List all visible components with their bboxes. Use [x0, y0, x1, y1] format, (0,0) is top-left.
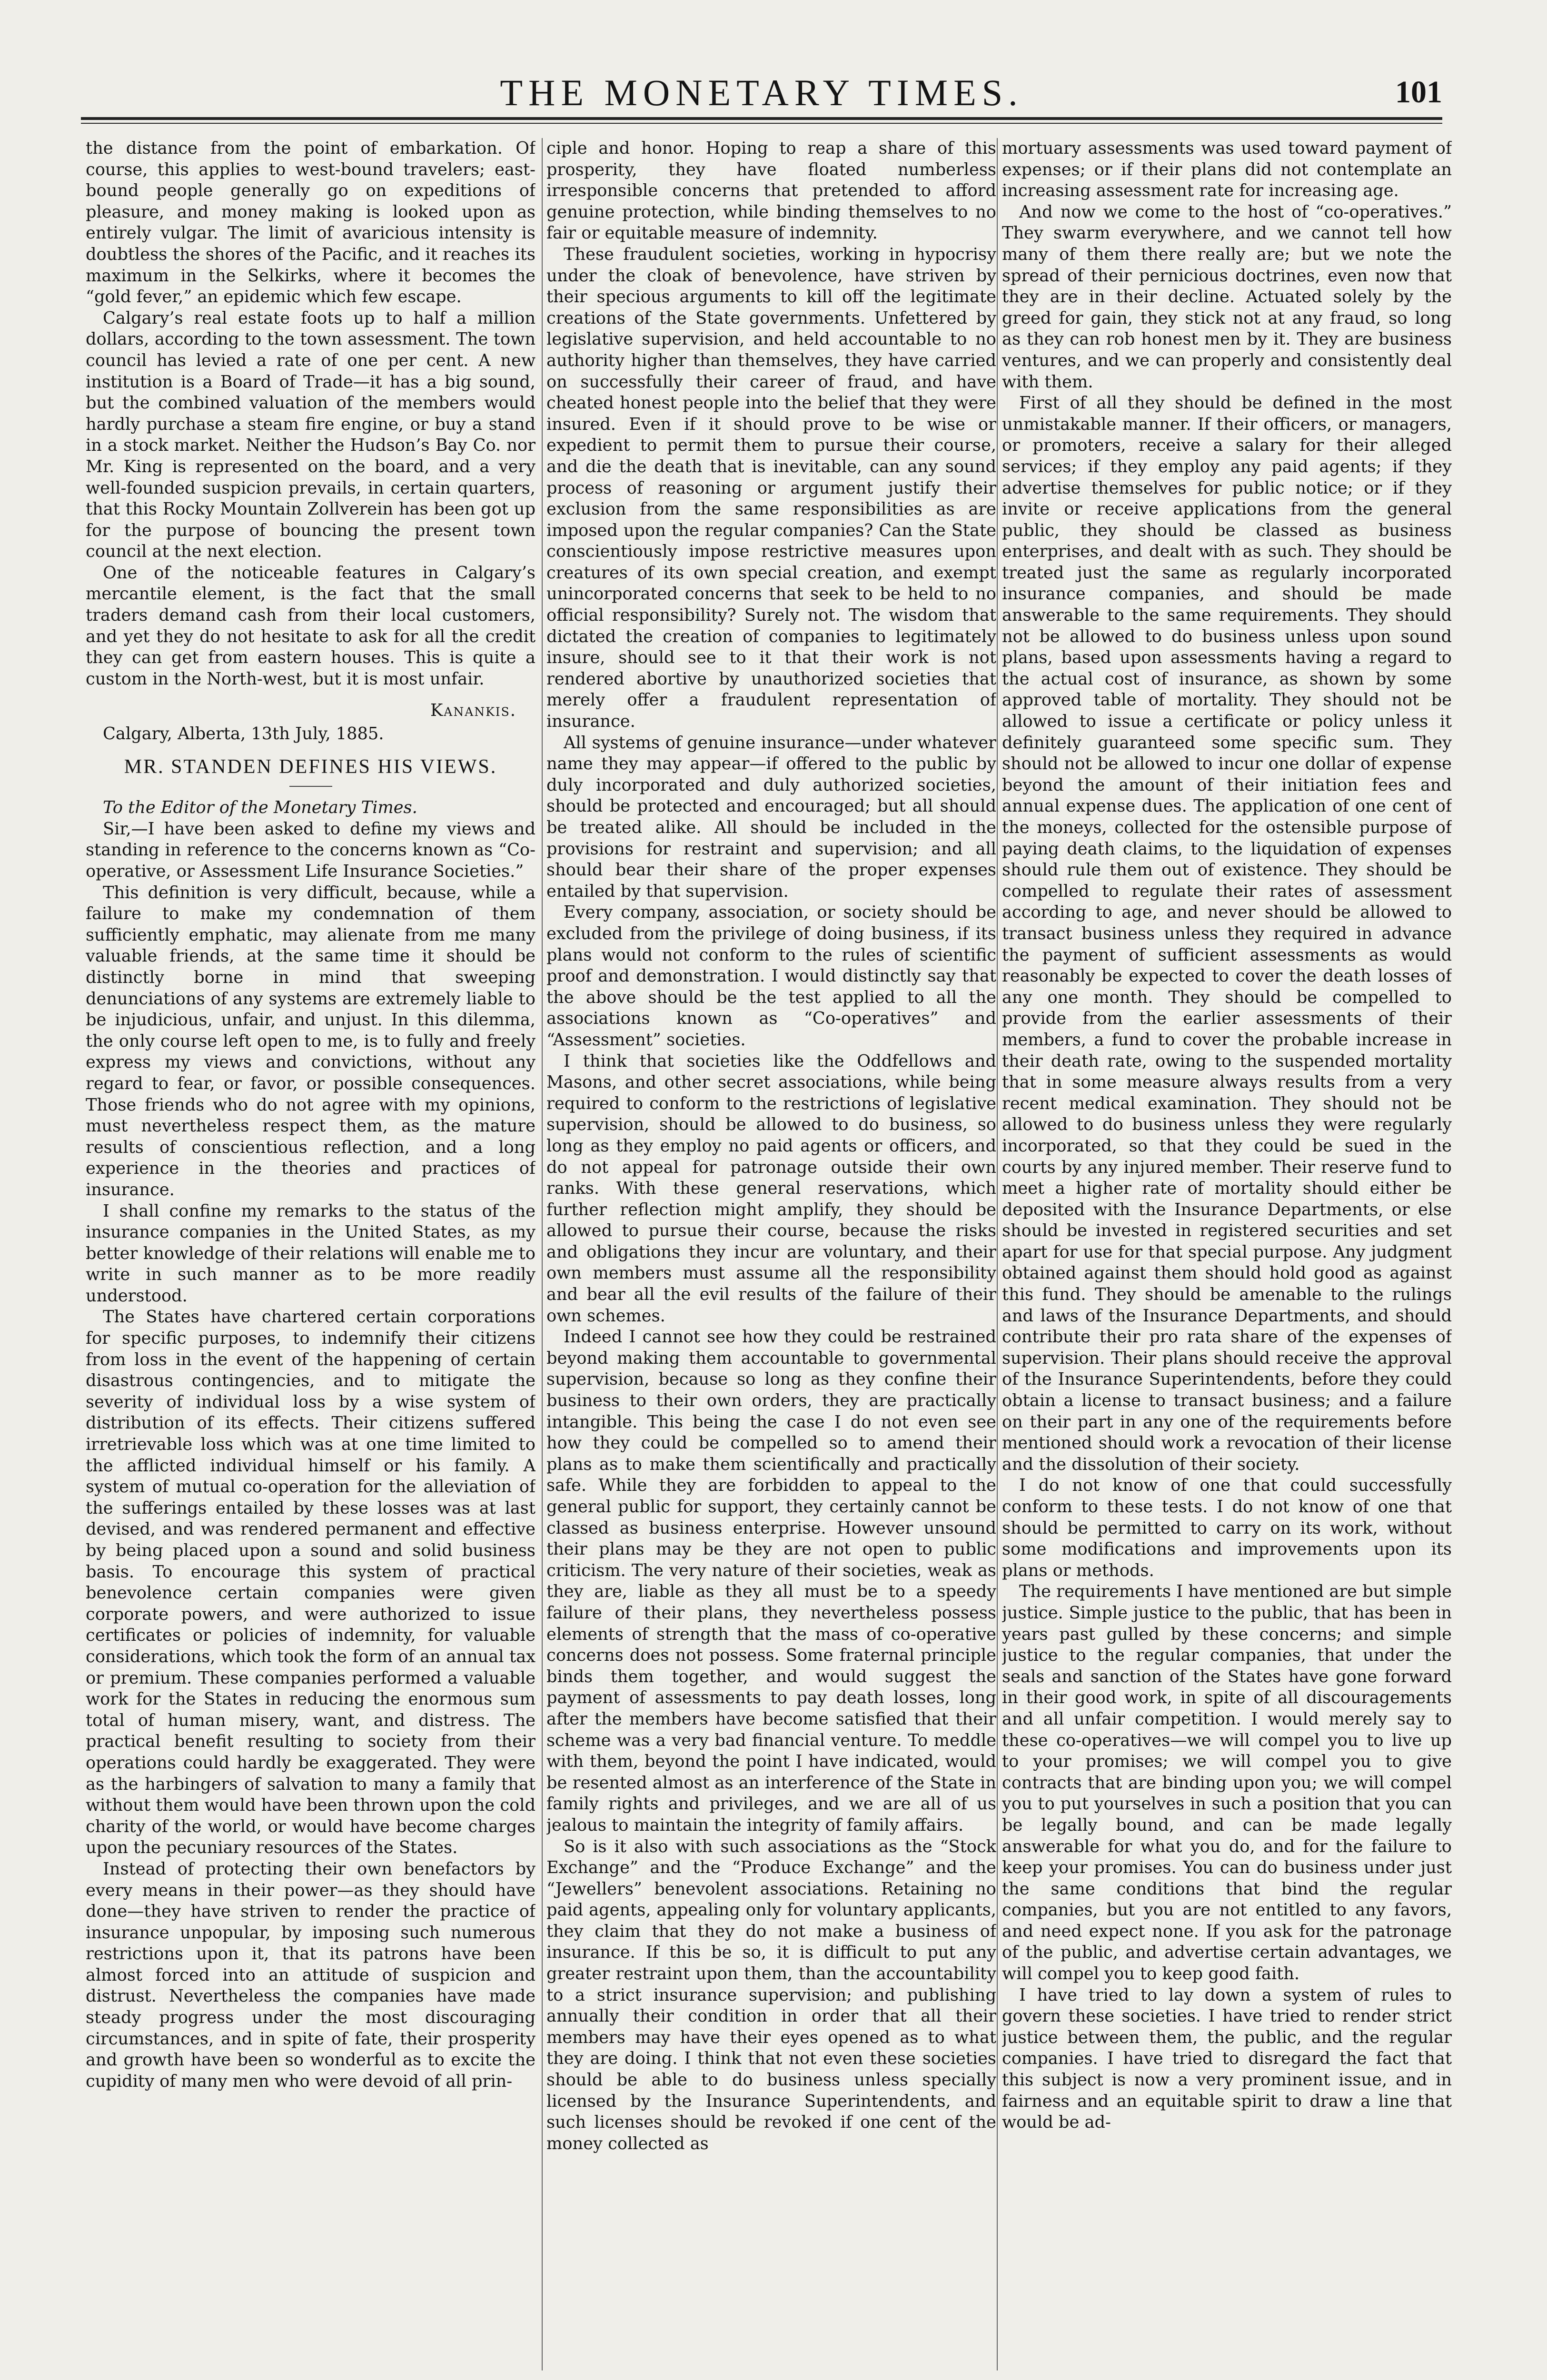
paragraph: Instead of protecting their own benefactors by every means in their power—as they should have done—they have striven to render the practice of insurance unpopular, by imposing such numerous restrictions upon it, that its patrons have been almost forced into an attitude of suspicion and distrust. Nevertheless the companies have made steady progress under the most discouraging circumstances, and in spite of fate, their prosperity and growth have been so wonderful as to excite the cupidity of many men who were devoid of all prin-: [86, 1859, 536, 2091]
column-2: [546, 138, 996, 2370]
paragraph: The requirements I have mentioned are but simple justice. Simple justice to the public, that has been in years past gulled by these concerns; and simple justice to the regular companies, that under the seals and sanction of the States have gone forward in their good work, in spite of all discouragements and all unfair competition. I would merely say to these co-operatives—we will compel you to live up to your promises; we will compel you to give contracts that are binding upon you; we will compel you to put yourselves in such a position that you can be legally bound, and can be made legally answerable for what you do, and for the failure to keep your promises. You can do business under just the same conditions that bind the regular companies, but you are not entitled to any favors, and need expect none. If you ask for the patronage of the public, and advertise certain advantages, we will compel you to keep good faith.: [1002, 1582, 1452, 1984]
column-1: [86, 138, 536, 2370]
paragraph: So is it also with such associations as the “Stock Exchange” and the “Produce Exchange” and the “Jewellers” benevolent associations. Retaining no paid agents, appealing only for voluntary applicants, they claim that they do not make a business of insurance. If this be so, it is difficult to put any greater restraint upon them, than the accountability to a strict insurance supervision; and publishing annually their condition in order that all their members may have their eyes opened as to what they are doing. I think that not even these societies should be able to do business unless specially licensed by the Insurance Superintendents, and such licenses should be revoked if one cent of the money collected as: [546, 1836, 996, 2153]
paragraph: First of all they should be defined in the most unmistakable manner. If their officers, or managers, or promoters, receive a salary for their alleged services; if they employ any paid agents; if they advertise themselves for public notice; or if they invite or receive applications from the general public, they should be classed as business enterprises, and dealt with as such. They should be treated just the same as regularly incorporated insurance companies, and should be made answerable to the same requirements. They should not be allowed to do business unless upon sound plans, based upon assessments having a regard to the actual cost of insurance, as shown by some approved table of mortality. They should not be allowed to issue a certificate or policy unless it definitely guaranteed some specific sum. They should not be allowed to incur one dollar of expense beyond the amount of their initiation fees and annual expense dues. The application of one cent of the moneys, collected for the ostensible purpose of paying death claims, to the liquidation of expenses should rule them out of existence. They should be compelled to regulate their rates of assessment according to age, and never should be allowed to transact business unless they required in advance the payment of sufficient assessments as would reasonably be expected to cover the death losses of any one month. They should be compelled to provide from the earlier assessments of their members, a fund to cover the probable increase in their death rate, owing to the suspended mortality that in some measure always results from a very recent medical examination. They should not be allowed to do business unless they were regularly incorporated, so that they could be sued in the courts by any injured member. Their reserve fund to meet a higher rate of mortality should either be deposited with the Insurance Departments, or else should be invested in registered securities and set apart for use for that special purpose. Any judgment obtained against them should hold good as against this fund. They should be amenable to the rulings and laws of the Insurance Departments, and should contribute their pro rata share of the expenses of supervision. Their plans should receive the approval of the Insurance Superintendents, before they could obtain a license to transact business; and a failure on their part in any one of the requirements before mentioned should work a revocation of their license and the dissolution of their society.: [1002, 393, 1452, 1474]
paragraph: the distance from the point of embarkation. Of course, this applies to west-bound travelers; east-bound people generally go on expeditions of pleasure, and money making is looked upon as entirely vulgar. The limit of avaricious intensity is doubtless the shores of the Pacific, and it reaches its maximum in the Selkirks, where it becomes the “gold fever,” an epidemic which few escape.: [86, 139, 536, 307]
paragraph: Calgary’s real estate foots up to half a million dollars, according to the town assessment. The town council has levied a rate of one per cent. A new institution is a Board of Trade—it has a big sound, but the combined valuation of the members would hardly purchase a steam fire engine, or buy a stand in a stock market. Neither the Hudson’s Bay Co. nor Mr. King is represented on the board, and a very well-founded suspicion prevails, in certain quarters, that this Rocky Mountain Zollverein has been got up for the purpose of bouncing the present town council at the next election.: [86, 308, 536, 562]
paragraph: The States have chartered certain corporations for specific purposes, to indemnify their citizens from loss in the event of the happening of certain disastrous contingencies, and to mitigate the severity of individual loss by a wise system of distribution of its effects. Their citizens suffered irretrievable loss which was at one time limited to the afflicted individual himself or his family. A system of mutual co-operation for the alleviation of the sufferings entailed by these losses was at last devised, and was rendered permanent and effective by being placed upon a sound and solid business basis. To encourage this system of practical benevolence certain companies were given corporate powers, and were authorized to issue certificates or policies of indemnity, for valuable considerations, which took the form of an annual tax or premium. These companies performed a valuable work for the States in reducing the enormous sum total of human misery, want, and distress. The practical benefit resulting to society from their operations could hardly be exaggerated. They were as the harbingers of salvation to many a family that without them would have been thrown upon the cold charity of the world, or would have become charges upon the pecuniary resources of the States.: [86, 1307, 536, 1858]
paragraph: One of the noticeable features in Calgary’s mercantile element, is the fact that the small traders demand cash from their local customers, and yet they do not hesitate to ask for all the credit they can get from eastern houses. This is quite a custom in the North-west, but it is most unfair.: [86, 563, 536, 689]
article-heading: MR. STANDEN DEFINES HIS VIEWS.: [124, 755, 497, 778]
addressee: To the Editor of the Monetary Times.: [103, 798, 417, 818]
column-3: [1002, 138, 1452, 2370]
column-divider: [542, 138, 543, 2370]
column-divider: [997, 138, 998, 2370]
paragraph: All systems of genuine insurance—under whatever name they may appear—if offered to the public by duly incorporated and duly authorized societies, should be protected and encouraged; but all should be treated alike. All should be included in the provisions for restraint and supervision; and all should bear their share of the proper expenses entailed by that supervision.: [546, 733, 996, 901]
paragraph: I have tried to lay down a system of rules to govern these societies. I have tried to render strict justice between them, the public, and the regular companies. I have tried to disregard the fact that this subject is now a very prominent issue, and in fairness and an equitable spirit to draw a line that would be ad-: [1002, 1985, 1452, 2132]
paragraph: Every company, association, or society should be excluded from the privilege of doing business, if its plans would not conform to the rules of scientific proof and demonstration. I would distinctly say that the above should be the test applied to all the associations known as “Co-operatives” and “Assessment” societies.: [546, 902, 996, 1050]
header-rule-thin: [81, 123, 1442, 124]
paragraph: ciple and honor. Hoping to reap a share of this prosperity, they have floated numberless irresponsible concerns that pretended to afford genuine protection, while binding themselves to no fair or equitable measure of indemnity.: [546, 139, 996, 243]
signature: Kanankis.: [430, 701, 516, 721]
paragraph: mortuary assessments was used toward payment of expenses; or if their plans did not contemplate an increasing assessment rate for increasing age.: [1002, 139, 1452, 201]
paragraph: Sir,—I have been asked to define my views and standing in reference to the concerns known as “Co-operative, or Assessment Life Insurance Societies.”: [86, 819, 536, 881]
paragraph: Indeed I cannot see how they could be restrained beyond making them accountable to governmental supervision, because so long as they confine their business to their own orders, they are practically intangible. This being the case I do not even see how they could be compelled so to amend their plans as to make them scientifically and practically safe. While they are forbidden to appeal to the general public for support, they certainly cannot be classed as business enterprise. However unsound their plans may be they are not open to public criticism. The very nature of their societies, weak as they are, liable as they all must be to a speedy failure of their plans, they nevertheless possess elements of strength that the mass of co-operative concerns does not possess. Some fraternal principle binds them together, and would suggest the payment of assessments to pay death losses, long after the members have become satisfied that their scheme was a very bad financial venture. To meddle with them, beyond the point I have indicated, would be resented almost as an interference of the State in family rights and privileges, and we are all of us jealous to maintain the integrity of family affairs.: [546, 1327, 996, 1835]
heading-rule: [289, 786, 332, 787]
paragraph: I shall confine my remarks to the status of the insurance companies in the United States, as my better knowledge of their relations will enable me to write in such manner as to be more readily understood.: [86, 1201, 536, 1306]
paragraph: I do not know of one that could successfully conform to these tests. I do not know of one that should be permitted to carry on its work, without some modifications and improvements upon its plans or methods.: [1002, 1476, 1452, 1580]
dateline: Calgary, Alberta, 13th July, 1885.: [103, 724, 384, 744]
masthead: [81, 71, 1442, 129]
paragraph: I think that societies like the Oddfellows and Masons, and other secret associations, while being required to conform to the restrictions of legislative supervision, should be allowed to do business, so long as they employ no paid agents or officers, and do not appeal for patronage outside their own ranks. With these general reservations, which further reflection might amplify, they should be allowed to pursue their course, because the risks and obligations they incur are voluntary, and their own members must assume all the responsibility and bear all the evil results of the failure of their own schemes.: [546, 1051, 996, 1326]
paragraph: And now we come to the host of “co-operatives.” They swarm everywhere, and we cannot tell how many of them there really are; but we note the spread of their pernicious doctrines, even now that they are in their decline. Actuated solely by the greed for gain, they stick not at any fraud, so long as they can rob honest men by it. They are business ventures, and we can properly and consistently deal with them.: [1002, 202, 1452, 392]
header-rule-thick: [81, 117, 1442, 120]
paragraph: These fraudulent societies, working in hypocrisy under the cloak of benevolence, have striven by their specious arguments to kill off the legitimate creations of the State governments. Unfettered by legislative supervision, and held accountable to no authority higher than themselves, they have carried on successfully their career of fraud, and have cheated honest people into the belief that they were insured. Even if it should prove to be wise or expedient to permit them to pursue their course, and die the death that is inevitable, can any sound process of reasoning or argument justify their exclusion from the same responsibilities as are imposed upon the regular companies? Can the State conscientiously impose restrictive measures upon creatures of its own special creation, and exempt unincorporated concerns that seek to be held to no official responsibility? Surely not. The wisdom that dictated the creation of companies to legitimately insure, should see to it that their work is not rendered abortive by unauthorized societies that merely offer a fraudulent representation of insurance.: [546, 244, 996, 732]
paragraph: This definition is very difficult, because, while a failure to make my condemnation of them sufficiently emphatic, may alienate from me many valuable friends, at the same time it should be distinctly borne in mind that sweeping denunciations of any systems are extremely liable to be injudicious, unfair, and unjust. In this dilemma, the only course left open to me, is to fully and freely express my views and convictions, without any regard to fear, or favor, or possible consequences. Those friends who do not agree with my opinions, must nevertheless respect them, as the mature results of conscientious reflection, and a long experience in the theories and practices of insurance.: [86, 883, 536, 1200]
publication-title: THE MONETARY TIMES.: [500, 72, 1023, 113]
page-number: 101: [1395, 75, 1442, 109]
